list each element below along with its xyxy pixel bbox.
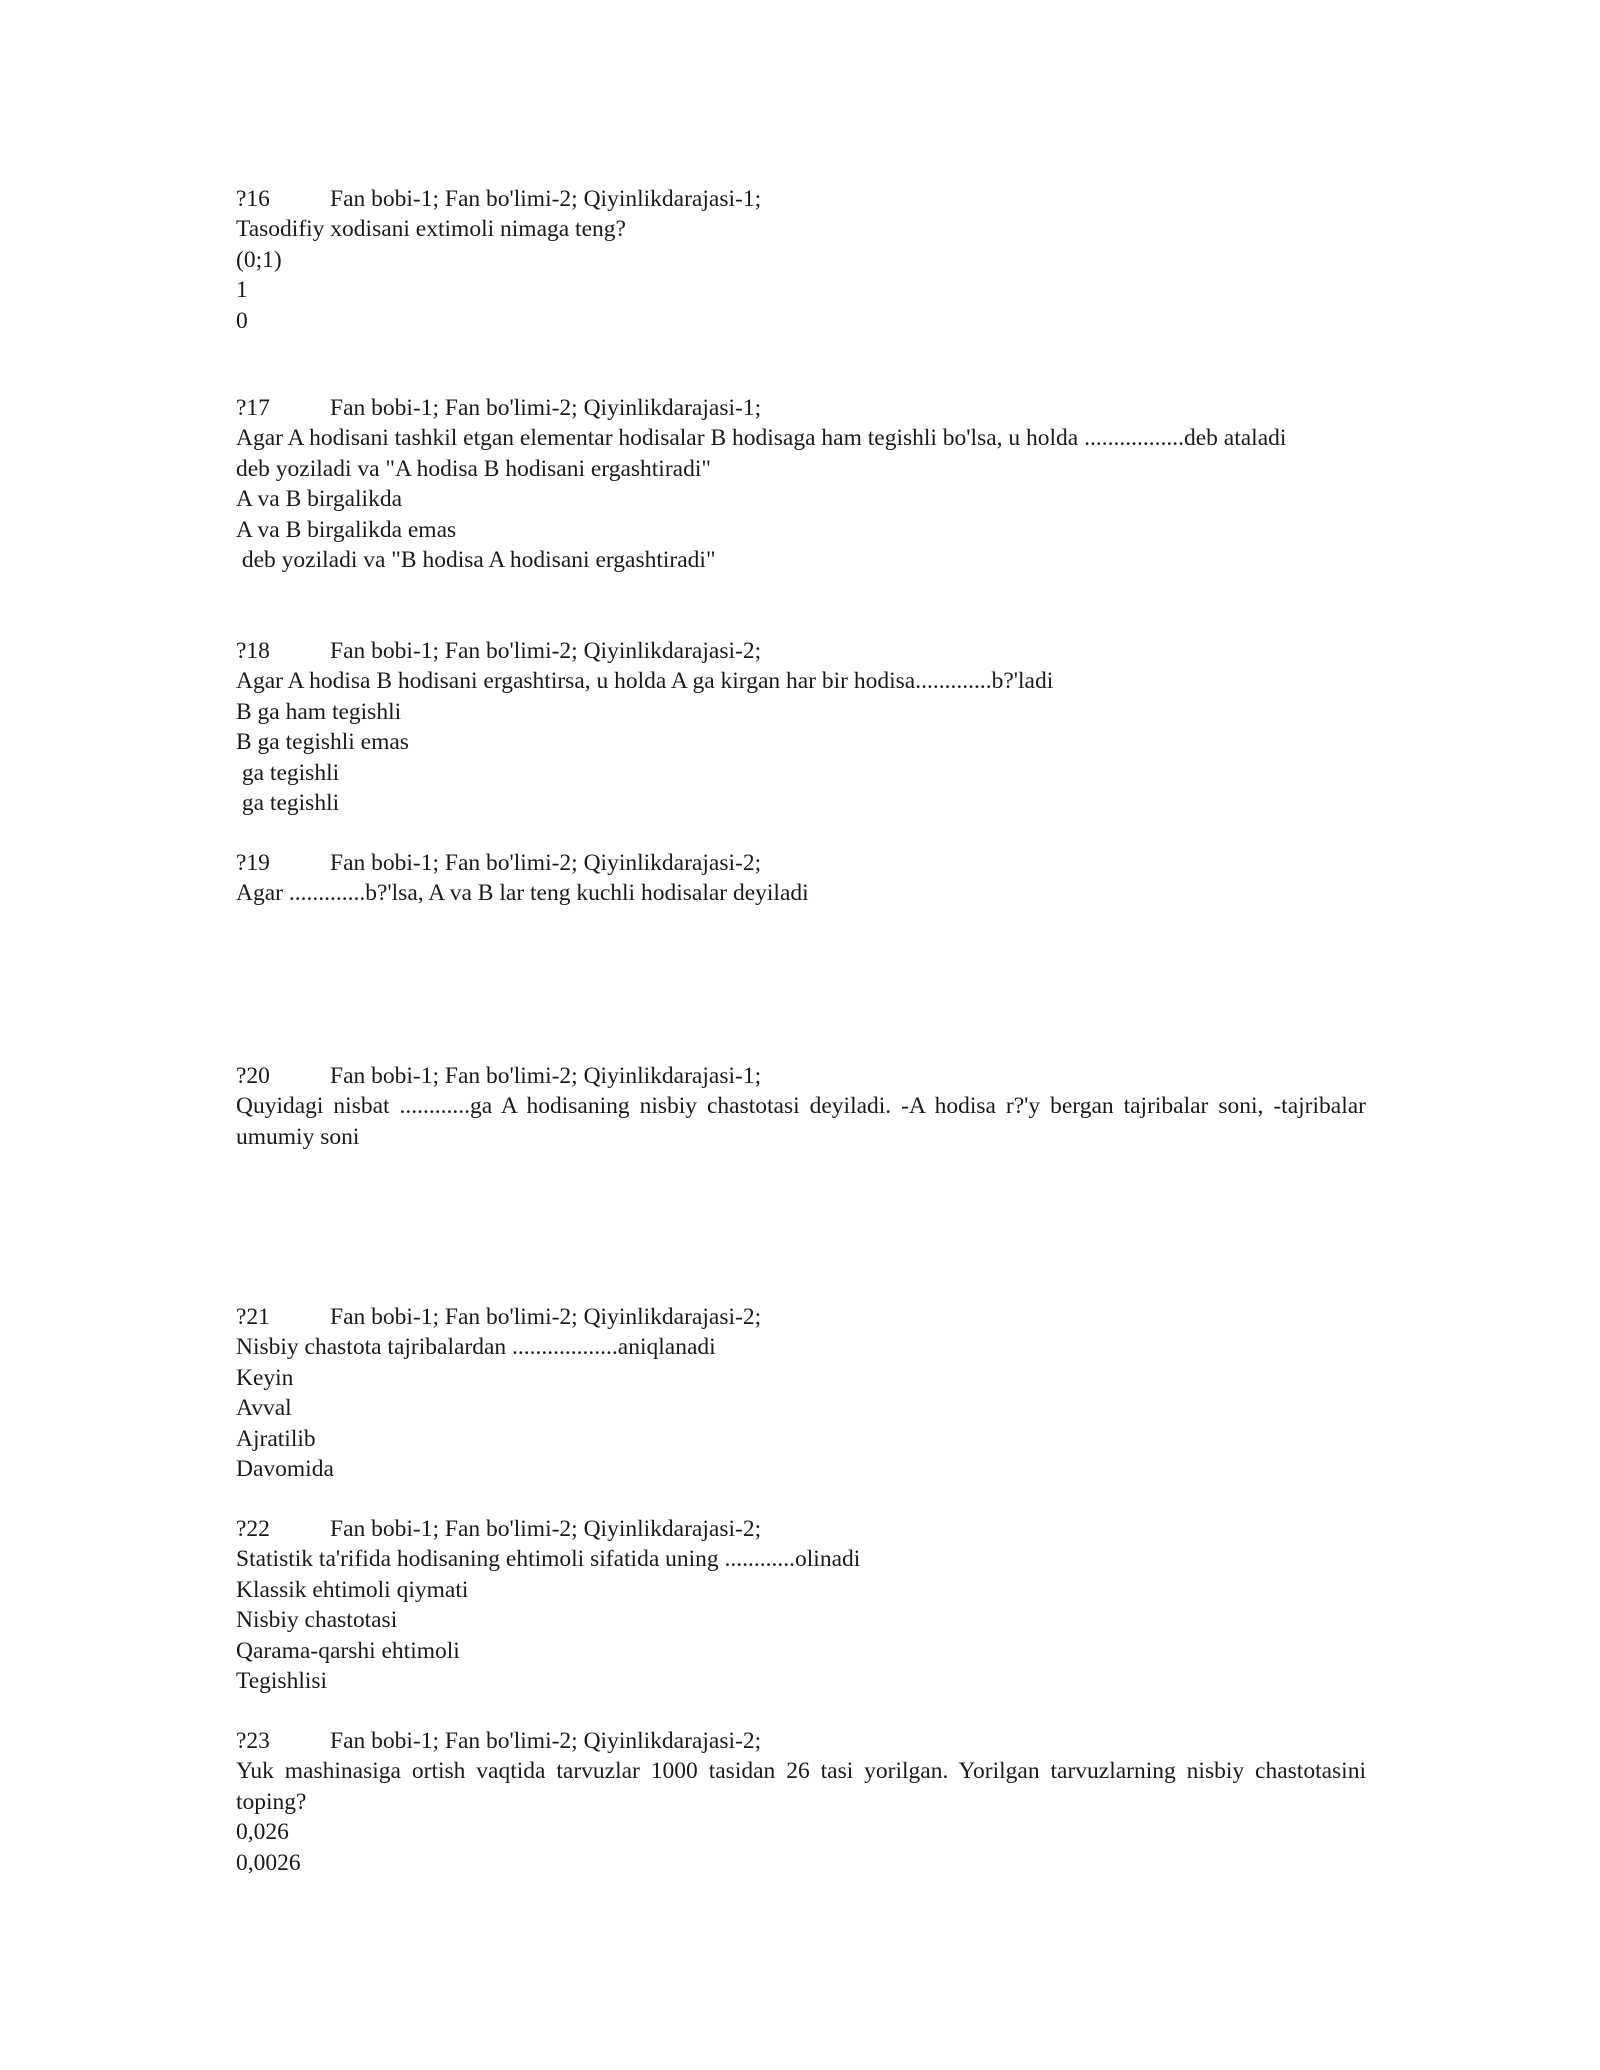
question-text: Agar A hodisa B hodisani ergashtirsa, u holda A ga kirgan har bir hodisa.............b?'ladi [236, 668, 1054, 695]
answer-option: B ga tegishli emas [236, 729, 409, 756]
question-20 [236, 1061, 1372, 1152]
answer-option: ga tegishli [236, 759, 340, 786]
question-header [236, 184, 1366, 214]
answer-option: Tegishlisi [236, 1668, 328, 1695]
question-text: Agar .............b?'lsa, A va B lar teng kuchli hodisalar deyiladi [236, 880, 809, 907]
answer-option: (0;1) [236, 246, 282, 273]
question-23 [236, 1726, 1372, 1878]
question-header [236, 1302, 1366, 1332]
answer-option: Nisbiy chastotasi [236, 1607, 398, 1634]
question-header [236, 848, 1366, 878]
answer-option: deb yoziladi va "A hodisa B hodisani ergashtiradi" [236, 455, 711, 482]
question-meta: Fan bobi-1; Fan bo'limi-2; Qiyinlikdarajasi-1; [330, 186, 762, 212]
question-number: ?18 [236, 638, 270, 664]
question-header [236, 1061, 1366, 1091]
question-text: Nisbiy chastota tajribalardan ..................aniqlanadi [236, 1334, 716, 1361]
question-meta: Fan bobi-1; Fan bo'limi-2; Qiyinlikdarajasi-2; [330, 850, 762, 876]
question-meta: Fan bobi-1; Fan bo'limi-2; Qiyinlikdarajasi-2; [330, 1728, 762, 1754]
question-22 [236, 1514, 1366, 1696]
question-header [236, 636, 1366, 666]
question-header [236, 393, 1366, 423]
answer-option: Davomida [236, 1456, 334, 1483]
question-text: Agar A hodisani tashkil etgan elementar hodisalar B hodisaga ham tegishli bo'lsa, u holda .................deb ataladi [236, 425, 1287, 452]
question-meta: Fan bobi-1; Fan bo'limi-2; Qiyinlikdarajasi-1; [330, 1063, 762, 1089]
question-number: ?17 [236, 395, 270, 421]
answer-option: A va B birgalikda [236, 486, 403, 513]
question-meta: Fan bobi-1; Fan bo'limi-2; Qiyinlikdarajasi-2; [330, 1304, 762, 1330]
question-text: Quyidagi nisbat ............ga A hodisaning nisbiy chastotasi deyiladi. -A hodisa r?'y bergan tajribalar soni, -tajribalar umumiy soni [236, 1093, 1372, 1150]
question-21 [236, 1302, 1366, 1484]
question-meta: Fan bobi-1; Fan bo'limi-2; Qiyinlikdarajasi-2; [330, 638, 762, 664]
question-text: Yuk mashinasiga ortish vaqtida tarvuzlar 1000 tasidan 26 tasi yorilgan. Yorilgan tarvuzlarning nisbiy chastotasini toping? [236, 1758, 1372, 1815]
question-text: Tasodifiy xodisani extimoli nimaga teng? [236, 216, 626, 243]
question-text: Statistik ta'rifida hodisaning ehtimoli sifatida uning ............olinadi [236, 1546, 861, 1573]
question-17 [236, 393, 1366, 575]
answer-option: Qarama-qarshi ehtimoli [236, 1637, 460, 1664]
answer-option: Avval [236, 1395, 292, 1422]
answer-option: Keyin [236, 1364, 294, 1391]
question-number: ?21 [236, 1304, 270, 1330]
answer-option: 1 [236, 277, 248, 304]
answer-option: 0,0026 [236, 1849, 301, 1876]
answer-option: deb yoziladi va "B hodisa A hodisani ergashtiradi" [236, 547, 716, 574]
question-number: ?22 [236, 1516, 270, 1542]
question-19 [236, 848, 1366, 909]
question-number: ?19 [236, 850, 270, 876]
answer-option: Klassik ehtimoli qiymati [236, 1576, 469, 1603]
question-number: ?20 [236, 1063, 270, 1089]
question-header [236, 1726, 1366, 1756]
answer-option: B ga ham tegishli [236, 698, 402, 725]
question-meta: Fan bobi-1; Fan bo'limi-2; Qiyinlikdarajasi-2; [330, 1516, 762, 1542]
question-16 [236, 184, 1366, 336]
question-number: ?23 [236, 1728, 270, 1754]
answer-option: 0,026 [236, 1819, 289, 1846]
question-header [236, 1514, 1366, 1544]
question-meta: Fan bobi-1; Fan bo'limi-2; Qiyinlikdarajasi-1; [330, 395, 762, 421]
question-number: ?16 [236, 186, 270, 212]
answer-option: A va B birgalikda emas [236, 516, 457, 543]
answer-option: Ajratilib [236, 1425, 316, 1452]
answer-option: ga tegishli [236, 790, 340, 817]
answer-option: 0 [236, 307, 248, 334]
question-18 [236, 636, 1366, 818]
